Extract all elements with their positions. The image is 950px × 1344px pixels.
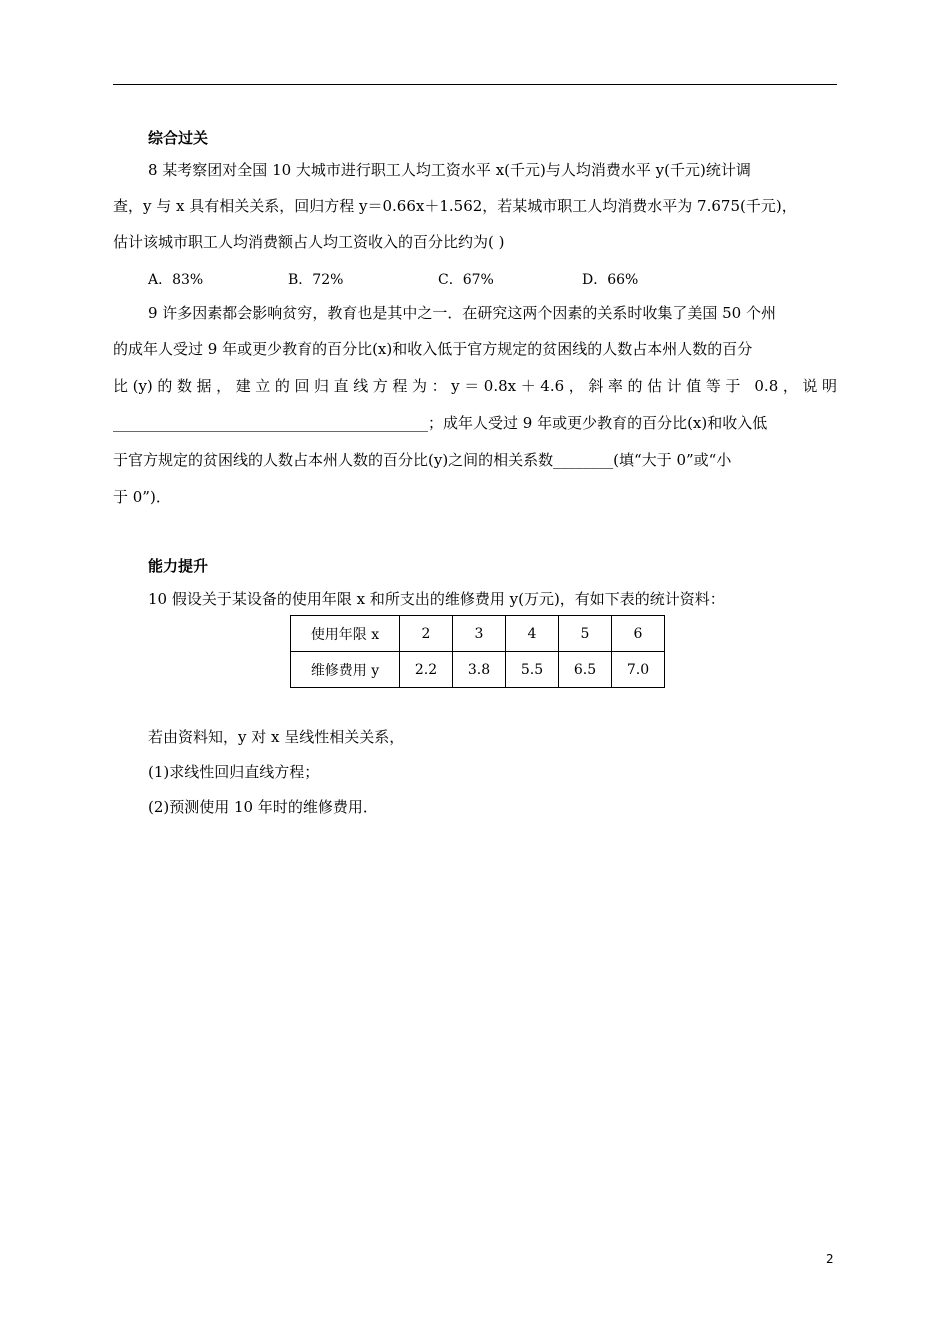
table-row [291,616,665,652]
table-cell: 3.8 [453,652,506,688]
table-row-header-cost: 维修费用 y [291,652,400,688]
q9-line4: __________________________________________；成年人受过 9 年或更少教育的百分比(x)和收入低 [113,414,768,432]
q10-intro: 10 假设关于某设备的使用年限 x 和所支出的维修费用 y(万元)，有如下表的统计资料： [148,590,725,608]
q8-line1: 8 某考察团对全国 10 大城市进行职工人均工资水平 x(千元)与人均消费水平 y(千元)统计调 [148,161,751,179]
table-row-header-years: 使用年限 x [291,616,400,652]
page-number: 2 [826,1252,834,1266]
q10-part1: (1)求线性回归直线方程； [148,763,320,781]
table-cell: 6.5 [559,652,612,688]
q8-option-a: A．83% [148,272,204,288]
q9-line1: 9 许多因素都会影响贫穷，教育也是其中之一．在研究这两个因素的关系时收集了美国 50 个州 [148,304,776,322]
section-title-ability: 能力提升 [148,557,209,575]
section-title-comprehensive: 综合过关 [148,129,209,147]
q8-option-d: D．66% [582,272,639,288]
q8-line2: 查，y 与 x 具有相关关系，回归方程 y＝0.66x＋1.562，若某城市职工人均消费水平为 7.675(千元)， [113,197,797,215]
table-cell: 5.5 [506,652,559,688]
q9-line2: 的成年人受过 9 年或更少教育的百分比(x)和收入低于官方规定的贫困线的人数占本州人数的百分 [113,340,753,358]
table-cell: 2.2 [400,652,453,688]
header-rule [113,84,837,85]
table-cell: 4 [506,616,559,652]
q9-line5: 于官方规定的贫困线的人数占本州人数的百分比(y)之间的相关系数________(填“大于 0”或“小 [113,451,732,469]
q8-option-b: B．72% [288,272,344,288]
table-cell: 5 [559,616,612,652]
table-row [291,652,665,688]
table-cell: 2 [400,616,453,652]
q9-line3: 比(y)的数据，建立的回归直线方程为：y＝0.8x＋4.6，斜率的估计值等于 0.8，说明 [113,377,837,395]
q9-line6: 于 0”)． [113,488,171,506]
q10-part2: (2)预测使用 10 年时的维修费用． [148,798,378,816]
q8-option-c: C．67% [438,272,494,288]
q10-after-table: 若由资料知，y 对 x 呈线性相关关系， [148,728,405,746]
stats-table [290,615,665,688]
q8-line3: 估计该城市职工人均消费额占人均工资收入的百分比约为( ) [113,233,505,251]
table-cell: 7.0 [612,652,665,688]
table-cell: 6 [612,616,665,652]
table-cell: 3 [453,616,506,652]
